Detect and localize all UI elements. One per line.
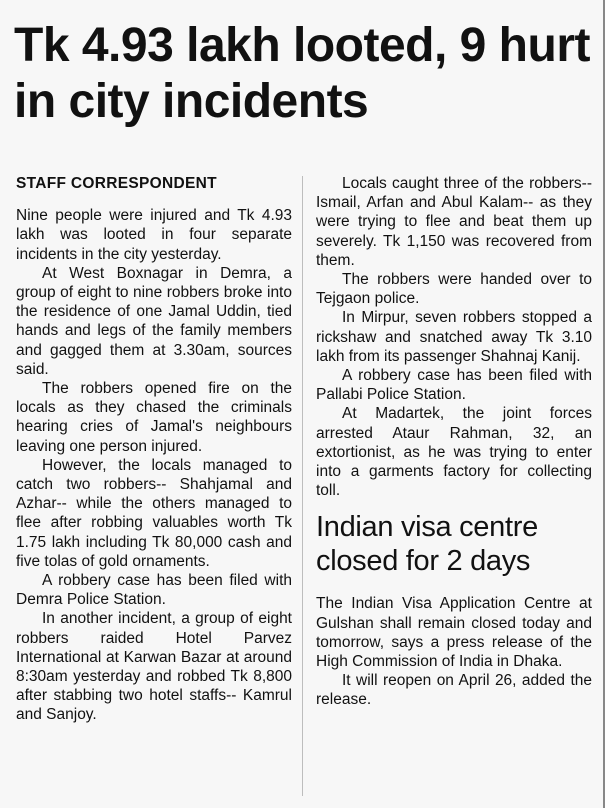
story-paragraph: The robbers opened fire on the locals as they chased the criminals hearing cries of Jamal's neighbours leaving one person injured. <box>16 380 292 455</box>
story-paragraph: Nine people were injured and Tk 4.93 lakh was looted in four separate incidents in the city yesterday. <box>16 207 292 263</box>
right-column <box>316 174 592 710</box>
byline <box>16 174 292 193</box>
second-story-paragraph: The Indian Visa Application Centre at Gulshan shall remain closed today and tomorrow, says a press release of the High Commission of India in Dhaka. <box>316 595 592 671</box>
headline: Tk 4.93 lakh looted, 9 hurt in city incidents <box>14 19 590 128</box>
column-divider <box>302 176 303 796</box>
second-story-paragraph: It will reopen on April 26, added the release. <box>316 672 592 709</box>
story-paragraph: The robbers were handed over to Tejgaon police. <box>316 271 592 308</box>
story-paragraph: In Mirpur, seven robbers stopped a rickshaw and snatched away Tk 3.10 lakh from its passenger Shahnaj Kanij. <box>316 309 592 365</box>
story-paragraph: A robbery case has been filed with Pallabi Police Station. <box>316 367 592 404</box>
story-paragraph: At Madartek, the joint forces arrested Ataur Rahman, 32, an extortionist, as he was trying to enter into a garments factory for collecting toll. <box>316 405 592 500</box>
story-paragraph: A robbery case has been filed with Demra Police Station. <box>16 572 292 609</box>
story-paragraph: At West Boxnagar in Demra, a group of eight to nine robbers broke into the residence of one Jamal Uddin, tied hands and legs of the family members and gagged them at 3.30am, sources said. <box>16 264 292 378</box>
left-column <box>16 174 292 725</box>
second-story-headline: Indian visa centre closed for 2 days <box>316 511 538 578</box>
story-paragraph: In another incident, a group of eight robbers raided Hotel Parvez International at Karwan Bazar at around 8:30am yesterday and robbed Tk 8,800 after stabbing two hotel staffs-- Kamrul and Sanjoy. <box>16 610 292 724</box>
story-paragraph: Locals caught three of the robbers-- Ismail, Arfan and Abul Kalam-- as they were trying to flee and beat them up severely. Tk 1,150 was recovered from them. <box>316 175 592 269</box>
byline-text: STAFF CORRESPONDENT <box>16 175 217 192</box>
story-paragraph: However, the locals managed to catch two robbers-- Shahjamal and Azhar-- while the others managed to flee after robbing valuables worth Tk 1.75 lakh including Tk 80,000 cash and five tolas of gold ornaments. <box>16 456 292 570</box>
